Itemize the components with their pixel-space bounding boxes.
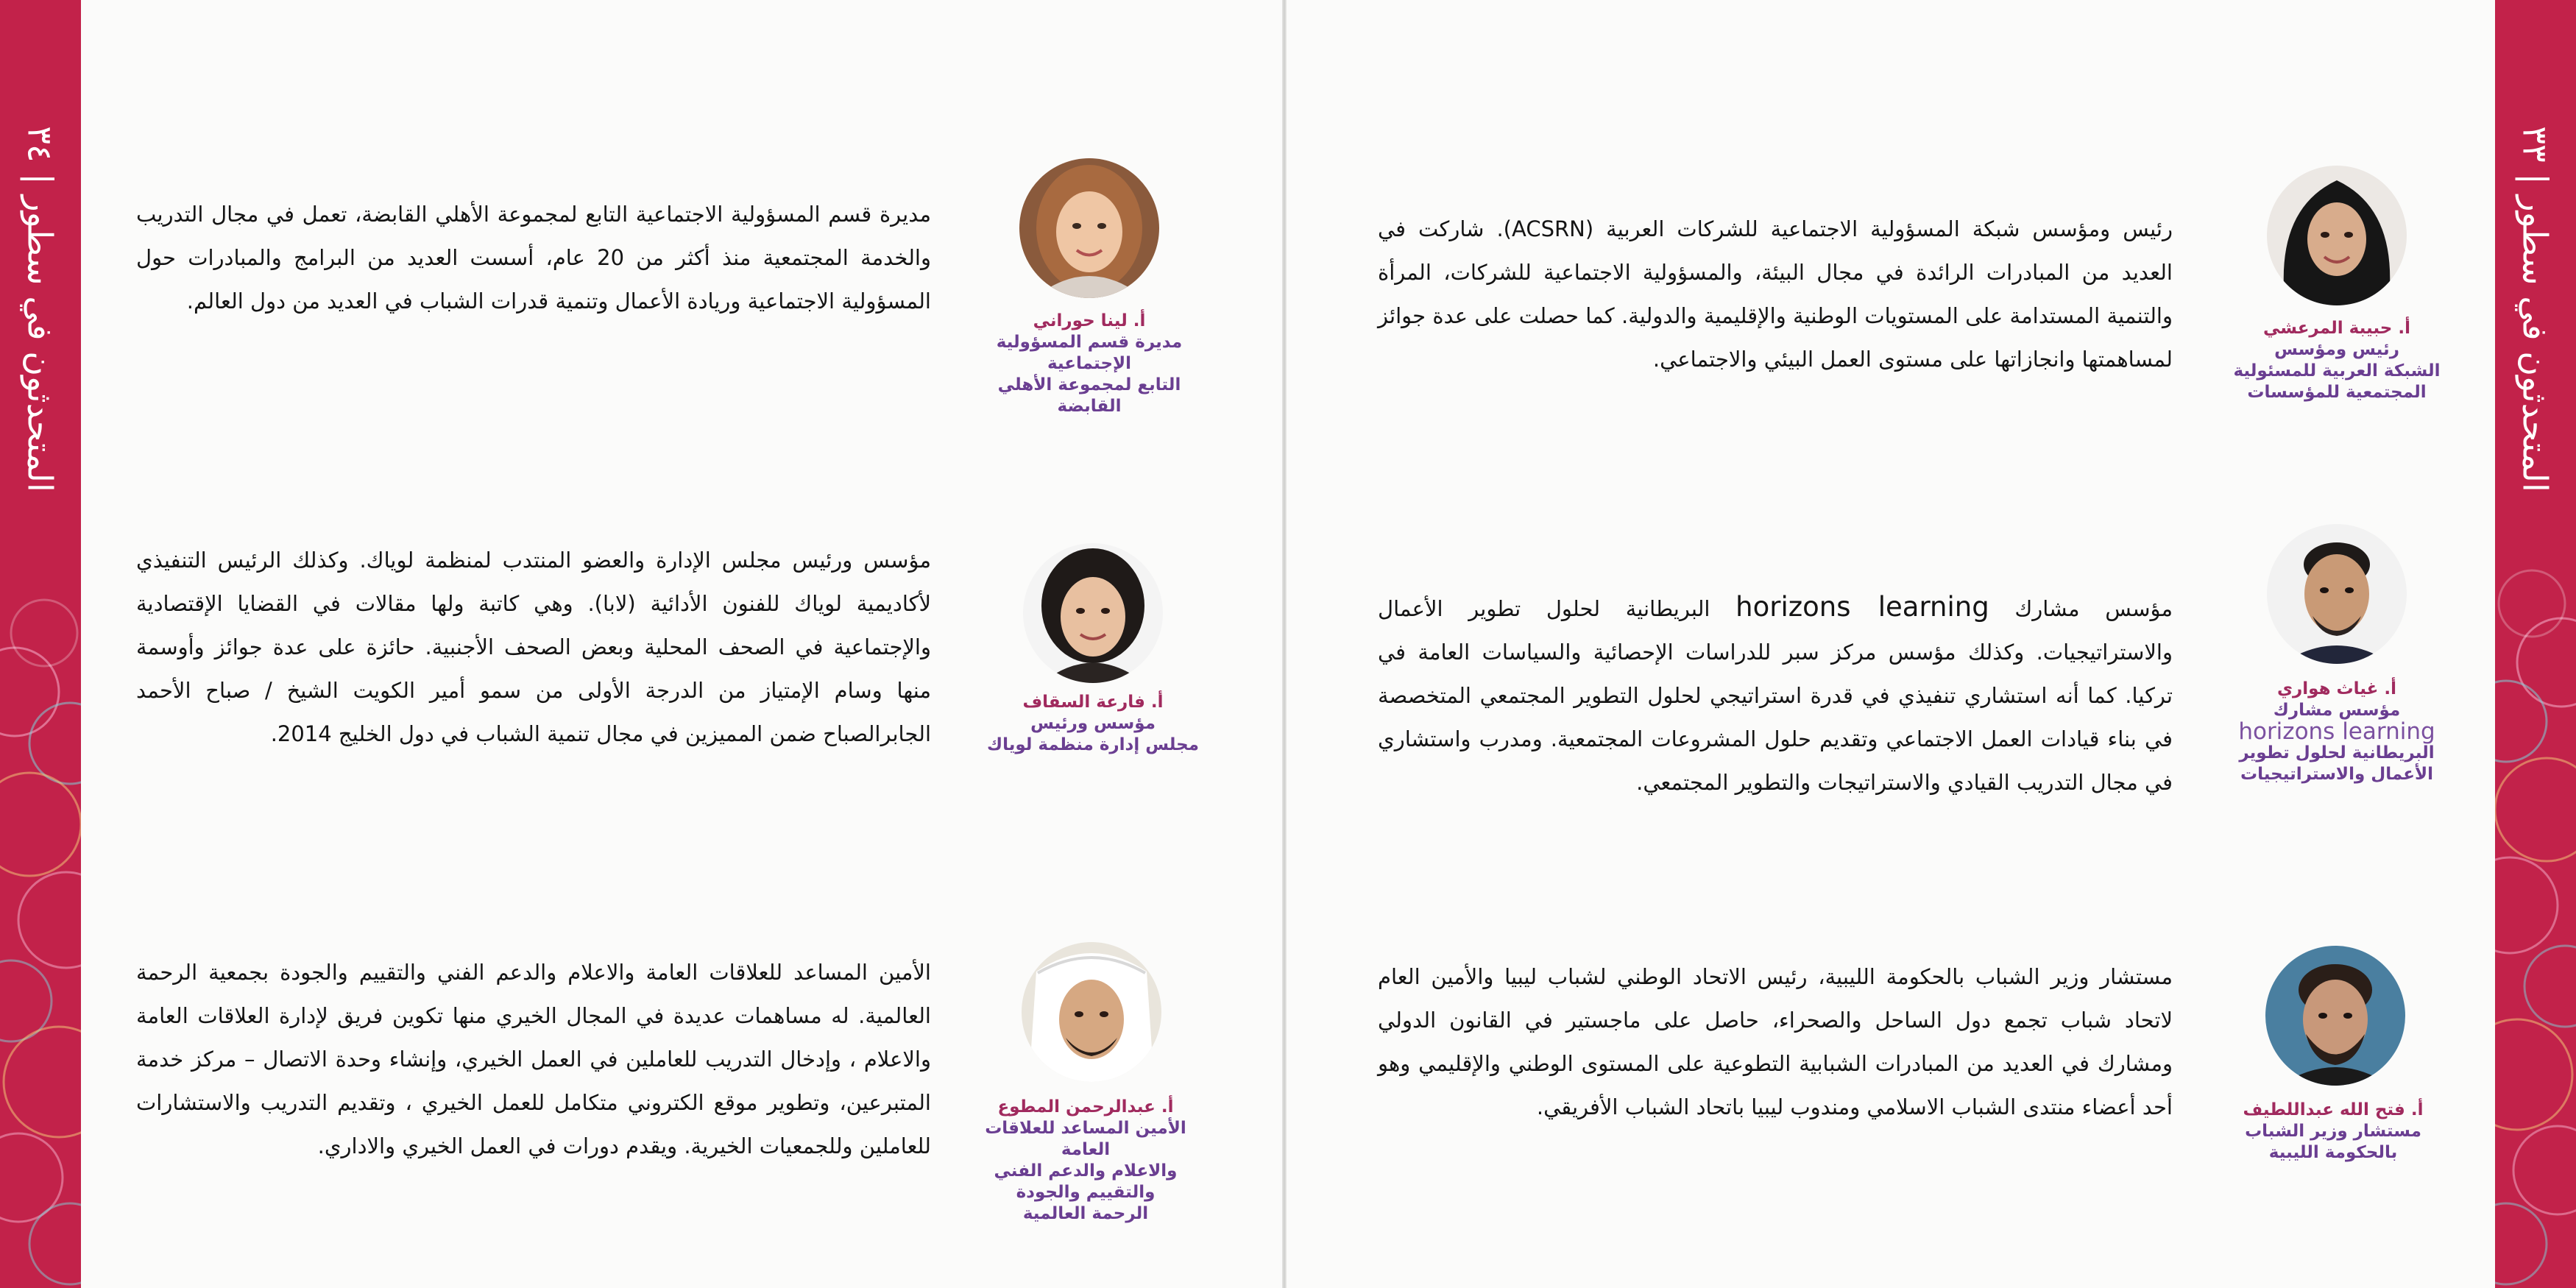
speaker-title-line: مجلس إدارة منظمة لوياك xyxy=(987,735,1199,754)
speaker-title-line: البريطانية لحلول تطوير xyxy=(2239,743,2435,762)
speaker-name: أ. عبدالرحمن المطوع xyxy=(997,1097,1174,1117)
speaker-bio-lina-hourani xyxy=(136,193,931,323)
left-page-side-band xyxy=(0,0,81,1288)
speaker-title-line: والاعلام والدعم الفني xyxy=(994,1161,1178,1181)
speaker-name: أ. لينا حوراني xyxy=(1033,311,1146,330)
speaker-title-line: الشبكة العربية للمسئولية xyxy=(2233,361,2441,381)
speaker-bio-text: البريطانية لحلول تطوير الأعمال والاستراتيجيات. وكذلك مؤسس مركز سبر للدراسات الإحصائية والسياسات العامة في تركيا. كما أنه استشاري تنفيذي في قدرة استراتيجي لحلول التطوير المجتمعي المتخصصة في بناء قيادات العمل الاجتماعي وتقديم حلول المشروعات المجتمعية. ومدرب واستشاري في مجال التدريب القيادي والاستراتيجات والتطوير المجتمعي. xyxy=(1378,596,2173,795)
speaker-bio-text: مديرة قسم المسؤولية الاجتماعية التابع لمجموعة الأهلي القابضة، تعمل في مجال التدريب والخدمة المجتمعية منذ أكثر من 20 عام، أسست العديد من البرامج والمبادرات حول المسؤولية الاجتماعية وريادة الأعمال وتنمية قدرات الشباب في العديد من دول العالم. xyxy=(136,202,931,314)
speaker-bio-farea-alsaqqaf xyxy=(136,539,931,756)
right-page-side-band xyxy=(2495,0,2576,1288)
speaker-title-line: الرحمة العالمية xyxy=(1022,1204,1149,1223)
speaker-bio-lead: مؤسس مشارك xyxy=(2014,596,2173,621)
speaker-title-line: بالحكومة الليبية xyxy=(2268,1143,2398,1162)
speaker-title-line: مؤسس ورئيس xyxy=(1030,714,1156,733)
speaker-title-line: التابع لمجموعة الأهلي القابضة xyxy=(997,375,1181,416)
speaker-title-line: الأمين المساعد للعلاقات العامة xyxy=(985,1119,1186,1159)
speaker-name: أ. حبيبة المرعشي xyxy=(2263,319,2410,338)
speaker-bio-brand: horizons learning xyxy=(1735,591,1989,623)
speaker-bio-habiba-almarashi xyxy=(1378,208,2173,381)
speaker-bio-text: رئيس ومؤسس شبكة المسؤولية الاجتماعية للشركات العربية (ACSRN). شاركت في العديد من المبادرات الرائدة في مجال البيئة، والمسؤولية الاجتماعية للشركات، المرأة والتنمية المستدامة على المستويات الوطنية والإقليمية والدولية. كما حصلت على عدة جوائز لمساهمتها وانجازاتها على مستوى العمل البيئي والاجتماعي. xyxy=(1378,216,2173,372)
speaker-bio-text: مؤسس ورئيس مجلس الإدارة والعضو المنتدب لمنظمة لوياك. وكذلك الرئيس التنفيذي لأكاديمية لوياك للفنون الأدائية (لابا). وهي كاتبة ولها مقالات في القضايا الإقتصادية والإجتماعية في الصحف المحلية وبعض الصحف الأجنبية. حائزة على عدة جوائز وأوسمة منها وسام الإمتياز من الدرجة الأولى من سمو أمير الكويت الشيخ / صباح الأحمد الجابرالصباح ضمن المميزين في مجال تنمية الشباب في دول الخليج 2014. xyxy=(136,548,931,746)
speaker-caption-lina-hourani xyxy=(972,311,1207,417)
speaker-bio-text: مستشار وزير الشباب بالحكومة الليبية، رئيس الاتحاد الوطني لشباب ليبيا والأمين العام لاتحاد شباب تجمع دول الساحل والصحراء، حاصل على ماجستير في القانون الدولي ومشارك في العديد من المبادرات الشبابية التطوعية على المستوى الوطني والإقليمي وهو أحد أعضاء منتدى الشباب الاسلامي ومندوب ليبيا باتحاد الشباب الأفريقي. xyxy=(1378,964,2173,1119)
book-spine xyxy=(1282,0,1287,1288)
speaker-photo-ghiath-hawari xyxy=(2267,524,2407,664)
speaker-photo-fathallah-abdullatif xyxy=(2265,946,2405,1086)
speaker-name: أ. فارعة السقاف xyxy=(1022,693,1164,712)
speaker-caption-farea-alsaqqaf xyxy=(975,692,1211,756)
speaker-title-line: مؤسس مشارك xyxy=(2273,701,2401,720)
speaker-photo-habiba-almarashi xyxy=(2267,166,2407,305)
speaker-photo-farea-alsaqqaf xyxy=(1023,543,1163,683)
speaker-title-line: رئيس ومؤسس xyxy=(2274,340,2399,359)
speaker-bio-text: الأمين المساعد للعلاقات العامة والاعلام والدعم الفني والتقييم والجودة بجمعية الرحمة العالمية. له مساهمات عديدة في المجال الخيري منها تكوين فريق لإدارة العلاقات العامة والاعلام ، وإدخال التدريب للعاملين في العمل الخيري، وإنشاء وحدة الاتصال – مركز خدمة المتبرعين، وتطوير موقع الكتروني متكامل للعمل الخيري ، وتقديم التدريب والاستشارات للعاملين وللجمعيات الخيرية. ويقدم دورات في العمل الخيري والاداري. xyxy=(136,960,931,1158)
speaker-photo-lina-hourani xyxy=(1019,158,1159,298)
speaker-photo-abdulrahman-almutawa xyxy=(1022,942,1161,1082)
speaker-title-brand: horizons learning xyxy=(2238,718,2435,745)
speaker-title-line: والتقييم والجودة xyxy=(1016,1183,1156,1202)
speaker-name: أ. فتح الله عبداللطيف xyxy=(2243,1100,2424,1119)
speaker-caption-abdulrahman-almutawa xyxy=(968,1097,1203,1225)
speaker-bio-fathallah-abdullatif xyxy=(1378,955,2173,1129)
speaker-caption-habiba-almarashi xyxy=(2219,318,2455,403)
speaker-bio-abdulrahman-almutawa xyxy=(136,951,931,1168)
speaker-bio-ghiath-hawari xyxy=(1378,585,2173,804)
left-page-band-title-wrap xyxy=(0,29,81,589)
right-page-band-title-wrap xyxy=(2495,29,2576,589)
right-page-band-title: المتحدثون في سطور | ٣٣ xyxy=(2516,126,2556,492)
speaker-name: أ. غياث هواري xyxy=(2276,679,2397,698)
speaker-caption-fathallah-abdullatif xyxy=(2215,1100,2451,1164)
speaker-caption-ghiath-hawari xyxy=(2219,679,2455,785)
speaker-title-line: مديرة قسم المسؤولية الإجتماعية xyxy=(996,333,1183,373)
speaker-title-line: مستشار وزير الشباب xyxy=(2245,1122,2421,1141)
speaker-title-line: المجتمعية للمؤسسات xyxy=(2247,383,2427,402)
speaker-title-line: الأعمال والاستراتيجيات xyxy=(2240,765,2433,784)
left-page-band-title: المتحدثون في سطور | ٣٤ xyxy=(21,126,61,492)
